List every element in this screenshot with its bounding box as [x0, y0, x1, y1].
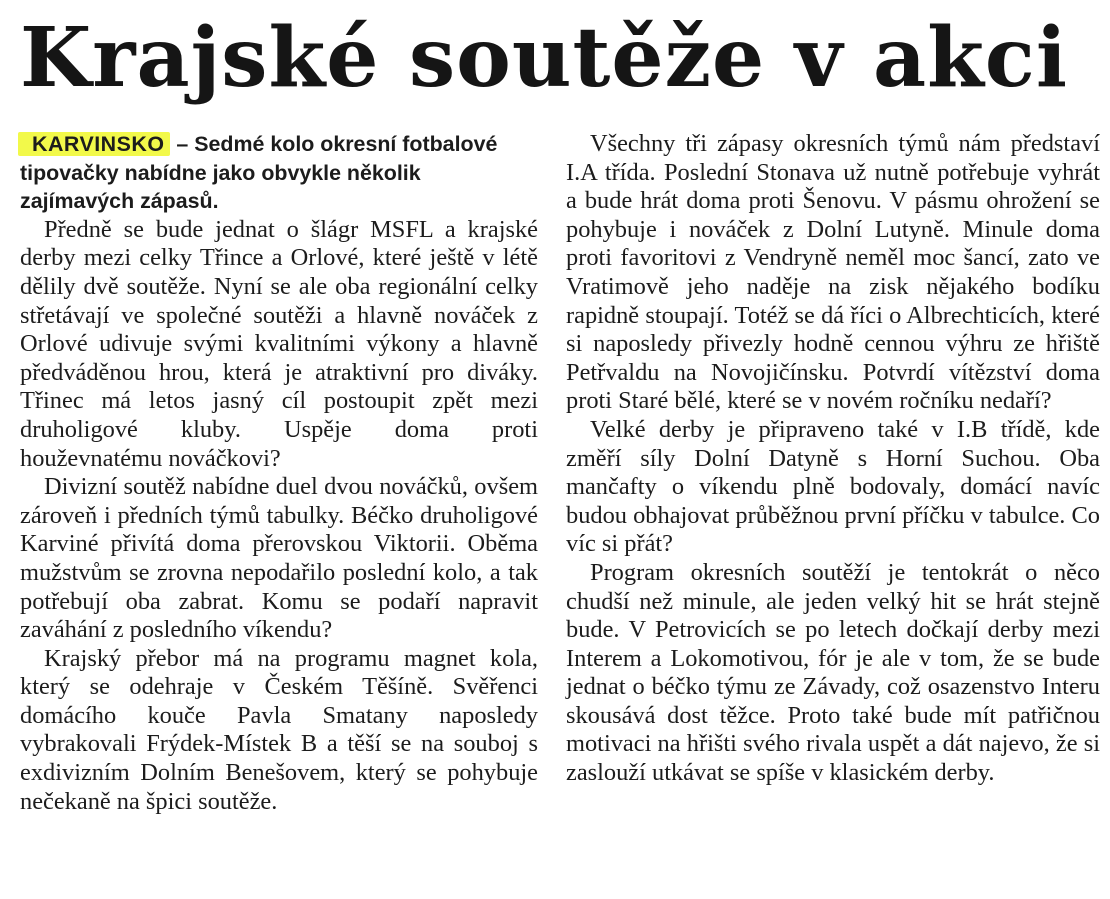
- lead-text: Sedmé kolo okresní fotbalové tipovačky nabídne jako obvykle několik zajímavých zápasů.: [20, 132, 498, 214]
- paragraph-left-2: Divizní soutěž nabídne duel dvou nováčků, ovšem zároveň i předních týmů tabulky. Béčko druholigové Karviné přivítá doma přerovskou Viktorii. Oběma mužstvům se zrovna nepodařilo poslední kolo, a tak potřebují oba zabrat. Komu se podaří napravit zaváhání z posledního víkendu?: [20, 473, 538, 644]
- paragraph-right-2: Velké derby je připraveno také v I.B třídě, kde změří síly Dolní Datyně s Horní Suchou. Oba mančafty o víkendu plně bodovaly, domácí navíc budou obhajovat průběžnou první příčku v tabulce. Co víc si přát?: [566, 415, 1100, 558]
- article-column-left: [20, 130, 538, 816]
- paragraph-left-3: Krajský přebor má na programu magnet kola, který se odehraje v Českém Těšíně. Svěřenci domácího kouče Pavla Smatany naposledy vybrakovali Frýdek-Místek B a těší se na souboj s exdivizním Dolním Benešovem, který se pohybuje nečekaně na špici soutěže.: [20, 644, 538, 815]
- article-headline: Krajské soutěže v akci: [20, 10, 1069, 106]
- place-tag: KARVINSKO: [18, 132, 170, 156]
- paragraph-right-1: Všechny tři zápasy okresních týmů nám představí I.A třída. Poslední Stonava už nutně potřebuje vyhrát a bude hrát doma proti Šenovu. V pásmu ohrožení se pohybuje i nováček z Dolní Lutyně. Minule doma proti favoritovi z Vendryně neměl moc šancí, zato ve Vratimově jeho naděje na zisk nějakého bodíku rapidně stoupají. Totéž se dá říci o Albrechticích, které si naposledy přivezly hodně cennou výhru ze hřiště Petřvaldu na Novojičínsku. Potvrdí vítězství doma proti Staré bělé, které se v novém ročníku nedaří?: [566, 130, 1100, 415]
- paragraph-right-3: Program okresních soutěží je tentokrát o něco chudší než minule, ale jeden velký hit se hrát stejně bude. V Petrovicích se po letech dočkají derby mezi Interem a Lokomotivou, fór je ale v tom, že se bude jednat o béčko týmu ze Závady, což osazenstvo Interu skousává dost těžce. Proto také bude mít patřičnou motivaci na hřišti svého rivala uspět a dát najevo, že si zaslouží utkávat se spíše v klasickém derby.: [566, 558, 1100, 787]
- lead-separator: –: [170, 132, 195, 156]
- paragraph-left-1: Předně se bude jednat o šlágr MSFL a krajské derby mezi celky Třince a Orlové, které ještě v létě dělily dvě soutěže. Nyní se ale oba regionální celky střetávají ve společné soutěži a hlavně nováček z Orlové udivuje svými kvalitními výkony a hlavně předváděnou hrou, která je atraktivní pro diváky. Třinec má letos jasný cíl postoupit zpět mezi druholigové kluby. Uspěje doma proti houževnatému nováčkovi?: [20, 215, 538, 472]
- article-column-right: [566, 130, 1100, 788]
- article-lead: [20, 130, 538, 216]
